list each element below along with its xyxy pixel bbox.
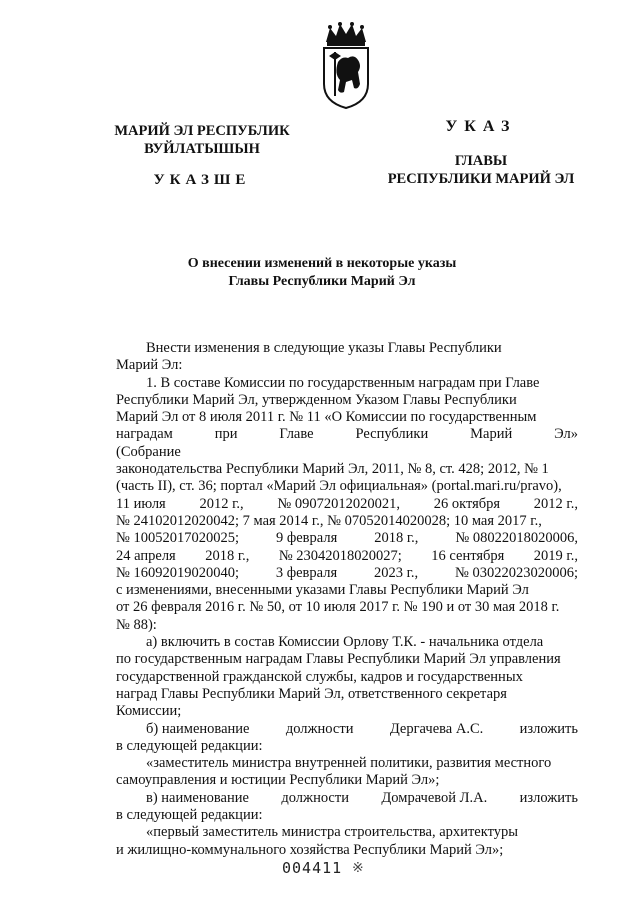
body-line: «первый заместитель министра строительства, архитектуры — [146, 824, 518, 841]
body-line: № 24102012020042; 7 мая 2014 г., № 07052014020028; 10 мая 2017 г., — [116, 512, 542, 529]
body-line: наградам при Главе Республики Марий Эл» (Собрание — [116, 426, 578, 460]
body-line: и жилищно-коммунального хозяйства Республики Марий Эл»; — [116, 841, 504, 858]
header-left-authority — [104, 122, 300, 158]
row-cell: 9 февраля — [275, 530, 338, 547]
body-line: Марий Эл: — [116, 357, 183, 374]
body-line: в следующей редакции: — [116, 737, 263, 754]
header-left-line1: МАРИЙ ЭЛ РЕСПУБЛИК — [114, 123, 290, 139]
body-line: Марий Эл от 8 июля 2011 г. № 11 «О Комиссии по государственным — [116, 409, 537, 426]
row-cell: 2023 г., — [373, 564, 419, 581]
document-title-line1: О внесении изменений в некоторые указы — [187, 256, 457, 271]
header-left-title: УКАЗШЕ — [153, 172, 251, 188]
row-cell: в) наименование — [146, 789, 249, 806]
row-cell: 2018 г., — [374, 530, 419, 547]
row-cell: Домрачевой Л.А. — [381, 789, 488, 806]
body-line: Внести изменения в следующие указы Главы Республики — [146, 340, 502, 356]
header-right-line1: ГЛАВЫ — [454, 153, 508, 169]
body-row — [116, 530, 578, 547]
header-right-line2: РЕСПУБЛИКИ МАРИЙ ЭЛ — [387, 171, 575, 187]
body-line: Комиссии; — [116, 703, 182, 720]
row-cell: изложить — [519, 720, 578, 737]
document-title — [120, 255, 524, 291]
body-line: (часть II), ст. 36; портал «Марий Эл официальная» (portal.mari.ru/pravo), — [116, 478, 562, 495]
row-cell: № 03022023020006; — [455, 564, 578, 581]
row-cell: 26 октября — [433, 495, 501, 512]
row-cell: 24 апреля — [116, 547, 176, 564]
body-line: по государственным наградам Главы Республики Марий Эл управления — [116, 651, 561, 668]
row-cell: № 16092019020040; — [116, 564, 239, 581]
row-cell: должности — [285, 720, 354, 737]
body-row — [116, 548, 578, 565]
body-line: Республики Марий Эл, утвержденном Указом Главы Республики — [116, 391, 517, 408]
row-cell: № 08022018020006, — [455, 530, 578, 547]
body-line: № 88): — [116, 616, 157, 633]
header-right-title: УКАЗ — [445, 118, 517, 135]
row-cell: 3 февраля — [275, 564, 338, 581]
body-line: с изменениями, внесенными указами Главы Республики Марий Эл — [116, 582, 529, 599]
document-serial-number: 004411 — [282, 859, 343, 877]
body-row — [116, 496, 578, 513]
body-line: а) включить в состав Комиссии Орлову Т.К. - начальника отдела — [146, 634, 544, 651]
body-row — [116, 721, 578, 738]
body-row — [116, 790, 578, 807]
coat-of-arms-icon — [318, 22, 374, 110]
row-cell: № 10052017020025; — [116, 530, 239, 547]
body-line: государственной гражданской службы, кадров и государственных — [116, 668, 523, 685]
row-cell: 2018 г., — [205, 547, 250, 564]
row-cell: 16 сентября — [431, 547, 505, 564]
body-line: в следующей редакции: — [116, 807, 263, 824]
row-cell: 2012 г., — [199, 495, 244, 512]
body-line: от 26 февраля 2016 г. № 50, от 10 июля 2017 г. № 190 и от 30 мая 2018 г. — [116, 599, 560, 616]
row-cell: изложить — [519, 789, 578, 806]
row-cell: Дергачева А.С. — [389, 720, 484, 737]
body-line: самоуправления и юстиции Республики Марий Эл»; — [116, 772, 440, 789]
row-cell: 11 июля — [116, 495, 166, 512]
body-line: наград Главы Республики Марий Эл, ответственного секретаря — [116, 685, 507, 702]
row-cell: должности — [281, 789, 349, 806]
row-cell: № 23042018020027; — [278, 547, 402, 564]
header-right-authority — [370, 152, 592, 188]
document-body — [116, 340, 578, 859]
row-cell: № 09072012020021, — [277, 495, 400, 512]
body-row — [116, 565, 578, 582]
body-line: законодательства Республики Марий Эл, 2011, № 8, ст. 428; 2012, № 1 — [116, 461, 549, 478]
serial-mark-icon: ※ — [352, 861, 364, 876]
row-cell: б) наименование — [146, 720, 250, 737]
document-title-line2: Главы Республики Марий Эл — [228, 274, 416, 289]
body-line: «заместитель министра внутренней политики, развития местного — [146, 755, 552, 772]
body-line: 1. В составе Комиссии по государственным наградам при Главе — [146, 374, 540, 391]
header-left-line2: ВУЙЛАТЫШЫН — [144, 141, 260, 157]
row-cell: 2019 г., — [533, 547, 578, 564]
row-cell: 2012 г., — [533, 495, 578, 512]
